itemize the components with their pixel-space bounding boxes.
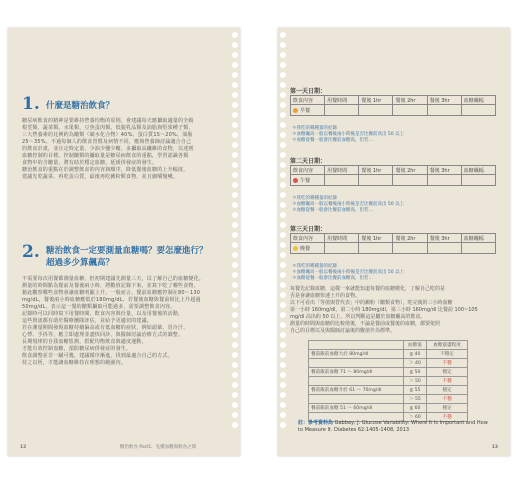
col-header: 用餐時間 [325,166,359,175]
col-header: 餐後 2hr [393,166,427,175]
col-header: 餐後 3hr [427,166,461,175]
q2-line: 若在測量期間發現血糖持續偏高或有低血糖的症狀，例如頭暈、冒冷汗、 [22,325,189,331]
q1-line: 25～35%。不過每個人的飲食習慣及病情不同，應與營養師討論適合自己 [22,139,192,145]
day3-log-table [290,233,496,254]
table-row: ＞ 55 不穩 [309,395,468,404]
q1-line: 糖尿病飲食的精神是要維持營養均衡的原則，會建議每天應攝取適量的全穀 [22,118,194,124]
day2-log-table [290,165,496,186]
col-header: 餐後 2hr [393,234,427,243]
day1-log-table [290,95,496,116]
reference-note: 註：參考資料為 Gabbay, J. Glucose Variability: Where It Is Important and How to Measure It. Diabetes 62:1405-1408, 2013 [298,420,488,433]
q2-line: 記錄時可以同時寫下用餐時間、飲食內容與份量，以及用餐後的活動， [22,311,184,317]
table-row: ＞ 50 不穩 [309,377,468,386]
q1-number: 1. [22,94,40,114]
col-header: 餐後 2hr [393,96,427,105]
q2-line: 50mg/dL，表示這一餐的醣類攝取可能過多，需要調整飲食內容。 [22,304,176,310]
col-header: 餐後 1hr [359,234,393,243]
col-header: 飲食內容 [291,96,325,105]
meal-cell: 午餐 [291,175,325,186]
col-header: 飲食內容 [291,234,325,243]
day2-notes: ＊我吃的哪種量的紀錄 ＊血糖飆高一般以餐後兩小時後是否比餐前高出 50 以上 ＊血糖從餐一般會比餐前血糖高，但若… [292,196,405,213]
day3-notes: ＊我吃的哪種量的紀錄 ＊血糖飆高一般以餐後兩小時後是否比餐前高出 50 以上 ＊血糖從餐一般會比餐前血糖高，但若… [292,264,405,281]
table-row: 餐前飯前血糖 51 ～ 60mg/dl ≦ 60 穩定 [309,404,468,413]
day2-title: 第二天日期： [290,158,327,165]
binding-holes-right [278,28,288,456]
table-row: ＞ 60 不穩 [309,413,468,422]
meal-cell: 早餐 [291,105,325,116]
right-page-number: 13 [491,445,498,450]
table-row: 餐前飯前血糖大於 80mg/dl ≦ 40 不穩定 [309,350,468,359]
col-header: 餐後 1hr [359,166,393,175]
q2-number: 2. [22,242,40,262]
sun-icon [293,178,298,183]
table-row: 餐前飯前血糖介於 61 ～ 70mg/dl ≦ 55 穩定 [309,386,468,395]
q1-line: 糖治飲食的重點在於調整飲食的內容與順序，降低餐後血糖的上升幅度， [22,167,189,173]
left-footer-text: 糖治飲食 Part1．先懂血糖與飲食之間 [120,445,197,450]
q2-line: mg/dL，餐後兩小時血糖應低於180mg/dL，若餐後血糖與餐前相比上升超過 [22,297,201,303]
right-page [278,28,510,456]
sun-icon [293,108,298,113]
q2-line: 長期規律的自我血糖監測，搭配均衡飲食與適度運動， [22,339,147,345]
q1-paragraph [22,118,222,181]
q2-line: 不需要每次用餐都測量血糖，但初期建議先測量三天，以了解自己的血糖變化。 [22,276,205,282]
col-header: 餐後 1hr [359,96,393,105]
col-header: 血糖值 [403,341,427,350]
col-header: 用餐時間 [325,96,359,105]
q1-line: 血糖控制的目標。控制醣類的攝取量是糖尿病飲食的重點，學習認識各類 [22,153,189,159]
col-header: 血糖飆幅 [461,96,495,105]
table-row: ＞ 40 不穩 [309,359,468,368]
col-header: 血糖震盪程度 [427,341,468,350]
day1-notes: ＊我吃的哪種量的紀錄 ＊血糖飆高一般以餐後兩小時後是否比餐前高出 50 以上 ＊血糖從餐一般會比餐前血糖高，但若… [292,126,405,143]
explanation-text: 每餐先記錄血糖，這樣一來就能知道每餐的血糖變化，了解自己吃的是 否是會讓血糖快速上升的食物。 以下可看出「等值與替代表」中的澱粉（醣類食物），吃完後的三小時血糖 第一小時 160mg/dl，第二小時 180mg/dl，第三小時 160mg/dl 比餐前 100~105 mg/dl 高出約 50 以上，所以判斷這是屬於血糖飆高的飲食。 測量的時間與血糖的比較值後，不論是餐前或餐後的血糖，都要依照 自己的目標以及與醫師討論後的數值作為標準。 [290,286,478,334]
q2-paragraph [22,276,222,367]
glucose-variability-table [308,340,468,422]
col-header: 血糖飆幅 [461,166,495,175]
q2-line: 飲食調整並非一蹴可幾，建議循序漸進，找到最適合自己的方式。 [22,353,173,359]
q2-line: 藉此觀察哪些食物會讓血糖明顯上升。一般而言，餐前血糖應控制在80～130 [22,290,201,296]
moon-icon [293,246,298,251]
table-row: 餐前飯前血糖 71 ～ 80mg/dl ≦ 50 穩定 [309,368,468,377]
left-page-number: 12 [20,445,27,450]
day3-title: 第三天日期： [290,226,327,233]
q1-line: 的飲食計畫，並且定時定量、少油少鹽少糖、多攝取高纖維的食物，以達到 [22,146,194,152]
col-header: 用餐時間 [325,234,359,243]
q1-line: 根莖類、蔬菜類、水果類、豆魚蛋肉類、低脂乳品類及油脂與堅果種子類， [22,125,194,131]
q1-line: 建議先吃蔬菜、再吃蛋白質，最後再吃澱粉類食物，並且細嚼慢嚥。 [22,174,179,180]
binding-holes-left [230,28,240,456]
col-header: 餐後 3hr [427,96,461,105]
q2-line: 測量的時間點為餐前及餐後兩小時，將數值記錄下來，並寫下吃了哪些食物， [22,283,199,289]
q2-title-line2: 超過多少算飆高？ [46,258,115,268]
q1-line: 三大營養素的比例約為醣類（碳水化合物）40%、蛋白質15～20%、油脂 [22,132,193,138]
q2-line: 心悸、手抖等，應立即處理並盡快回診，與醫師討論治療方式的調整。 [22,332,184,338]
left-page [8,28,240,456]
col-header: 血糖飆幅 [461,234,495,243]
q1-line: 食物中的含醣量，將有助於穩定血糖，延緩併發症的發生。 [22,160,158,166]
q2-line: 持之以恆，才能讓血糖維持在理想的範圍內。 [22,360,127,366]
q1-title: 什麼是糖治飲食？ [46,101,115,111]
q2-title-line1: 糖治飲食一定要測量血糖嗎？要怎麼進行？ [46,246,208,256]
meal-cell: 晚餐 [291,243,325,254]
day1-title: 第一天日期： [290,88,327,95]
q2-line: 才能有效控制血糖，預防糖尿病併發症的發生。 [22,346,132,352]
col-header: 飲食內容 [291,166,325,175]
col-header: 餐後 3hr [427,234,461,243]
q2-line: 這些資訊都有助於醫療團隊評估，並給予更適切的建議。 [22,318,153,324]
